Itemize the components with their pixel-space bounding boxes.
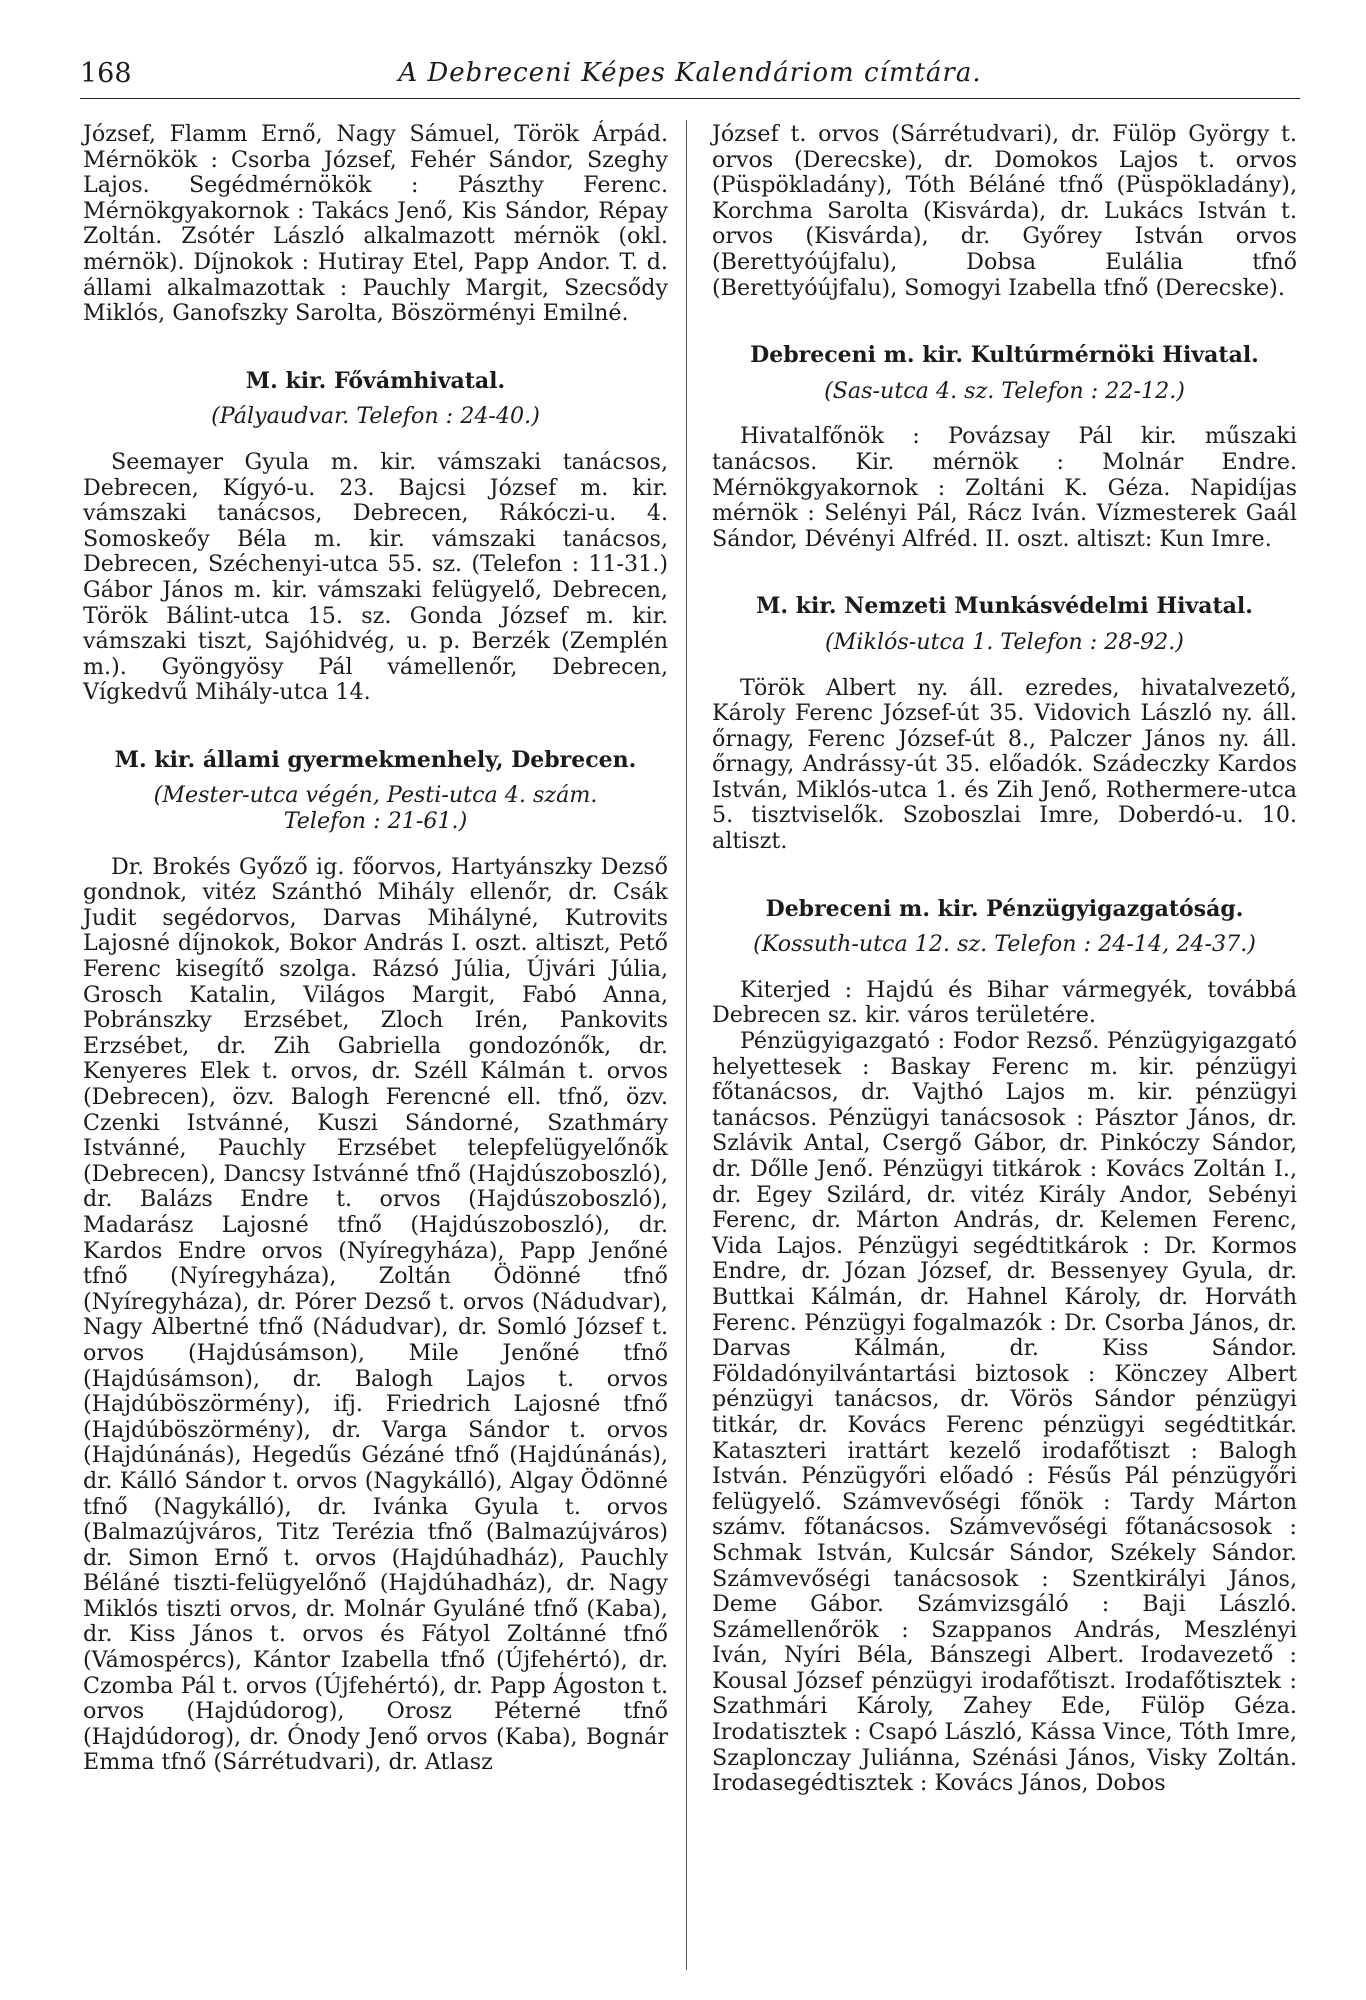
section-text-penzugy-scope: Kiterjed : Hajdú és Bihar vármegyék, továbbá Debrecen sz. kir. város területére. [712,976,1297,1029]
section-text-penzugy-staff: Pénzügyigazgató : Fodor Rezső. Pénzügyigazgató helyettesek : Baskay Ferenc m. kir. pénzügyi főtanácsos, dr. Vajthó Lajos m. kir. pénzügyi tanácsos. Pénzügyi tanácsosok : Pásztor János, dr. Szlávik Antal, Csergő Gábor, dr. Pinkóczy Sándor, dr. Dőlle Jenő. Pénzügyi titkárok : Kovács Zoltán I., dr. Egey Szilárd, dr. vitéz Király Andor, Sebényi Ferenc, dr. Márton András, dr. Kelemen Ferenc, Vida Lajos. Pénzügyi segédtitkárok : Dr. Kormos Endre, dr. Józan József, dr. Bessenyey Gyula, dr. Buttkai Kálmán, dr. Hahnel Károly, dr. Horváth Ferenc. Pénzügyi fogalmazók : Dr. Csorba János, dr. Darvas Kálmán, dr. Kiss Sándor. Földadónyilvántartási biztosok : Könczey Albert pénzügyi tanácsos, dr. Vörös Sándor pénzügyi titkár, dr. Kovács Ferenc pénzügyi segédtitkár. Kataszteri irattárt kezelő irodafőtiszt : Balogh István. Pénzügyőri előadó : Fésűs Pál pénzügyőri felügyelő. Számvevőségi főnök : Tardy Márton számv. főtanácsos. Számvevőségi főtanácsosok : Schmak István, Kulcsár Sándor, Székely Sándor. Számvevőségi tanácsosok : Szentkirályi János, Deme Gábor. Számvizsgáló : Baji László. Számellenőrök : Szappanos András, Meszlényi Iván, Nyíri Béla, Bánszegi Albert. Irodavezető : Kousal József pénzügyi irodafőtiszt. Irodafőtisztek : Szathmári Károly, Zahey Ede, Fülöp Géza. Irodatisztek : Csapó László, Kássa Vince, Tóth Imre, Szaplonczay Juliánna, Szénási János, Visky Zoltán. Irodasegédtisztek : Kovács János, Dobos [712,1028,1297,1797]
right-column [712,122,1297,1797]
continued-paragraph-right: József t. orvos (Sárrétudvari), dr. Fülöp György t. orvos (Derecske), dr. Domokos Lajos t. orvos (Püspökladány), Tóth Béláné tfnő (Püspökladány), Korchma Sarolta (Kisvárda), dr. Lukács István t. orvos (Kisvárda), dr. Győrey István orvos (Berettyóújfalu), Dobsa Eulália tfnő (Berettyóújfalu), Somogyi Izabella tfnő (Derecske). [712,121,1297,301]
continued-paragraph: József, Flamm Ernő, Nagy Sámuel, Török Árpád. Mérnökök : Csorba József, Fehér Sándor, Szeghy Lajos. Segédmérnökök : Pászthy Ferenc. Mérnökgyakornok : Takács Jenő, Kis Sándor, Répay Zoltán. Zsótér László alkalmazott mérnök (okl. mérnök). Díjnokok : Hutiray Etel, Papp Andor. T. d. állami alkalmazottak : Pauchly Margit, Szecsődy Miklós, Ganofszky Sarolta, Böszörményi Emilné. [83,121,668,327]
section-text-kulturmernoki: Hivatalfőnök : Povázsay Pál kir. műszaki tanácsos. Kir. mérnök : Molnár Endre. Mérnökgyakornok : Zoltáni K. Géza. Napidíjas mérnök : Selényi Pál, Rácz Iván. Vízmesterek Gaál Sándor, Dévényi Alfréd. II. oszt. altiszt: Kun Imre. [712,423,1297,552]
section-title-gyermekmenhely: M. kir. állami gyermekmenhely, Debrecen. [114,746,637,773]
section-title-kulturmernoki: Debreceni m. kir. Kultúrmérnöki Hivatal. [750,342,1259,369]
section-address-kulturmernoki: (Sas-utca 4. sz. Telefon : 22-12.) [824,377,1185,404]
section-title-fovamhivatal: M. kir. Fővámhivatal. [245,367,506,394]
column-divider [686,120,687,1970]
section-title-munkasvedelmi: M. kir. Nemzeti Munkásvédelmi Hivatal. [756,593,1253,620]
section-address-fovamhivatal: (Pályaudvar. Telefon : 24-40.) [211,403,540,430]
page-header [80,58,1300,99]
left-column [83,122,668,1776]
section-text-fovamhivatal: Seemayer Gyula m. kir. vámszaki tanácsos, Debrecen, Kígyó-u. 23. Bajcsi József m. kir. vámszaki tanácsos, Debrecen, Rákóczi-u. 4. Somoskeőy Béla m. kir. vámszaki tanácsos, Debrecen, Széchenyi-utca 55. sz. (Telefon : 11-31.) Gábor János m. kir. vámszaki felügyelő, Debrecen, Török Bálint-utca 15. sz. Gonda József m. kir. vámszaki tiszt, Sajóhidvég, u. p. Berzék (Zemplén m.). Gyöngyösy Pál vámellenőr, Debrecen, Vígkedvű Mihály-utca 14. [83,448,668,706]
section-address-munkasvedelmi: (Miklós-utca 1. Telefon : 28-92.) [825,628,1184,655]
section-phone-gyermekmenhely: Telefon : 21-61.) [283,808,468,835]
section-address-penzugyigazgatosag: (Kossuth-utca 12. sz. Telefon : 24-14, 24-37.) [753,931,1256,958]
running-title: A Debreceni Képes Kalendáriom címtára. [398,58,982,88]
section-title-penzugyigazgatosag: Debreceni m. kir. Pénzügyigazgatóság. [765,895,1244,922]
section-text-munkasvedelmi: Török Albert ny. áll. ezredes, hivatalvezető, Károly Ferenc József-út 35. Vidovich László ny. áll. őrnagy, Ferenc József-út 8., Palczer János ny. áll. őrnagy, Andrássy-út 35. előadók. Szádeczky Kardos István, Miklós-utca 1. és Zih Jenő, Rothermere-utca 5. tisztviselők. Szoboszlai Imre, Doberdó-u. 10. altiszt. [712,674,1297,855]
page-number: 168 [80,58,132,89]
section-address-gyermekmenhely: (Mester-utca végén, Pesti-utca 4. szám. [153,782,598,809]
section-text-gyermekmenhely: Dr. Brokés Győző ig. főorvos, Hartyánszky Dezső gondnok, vitéz Szánthó Mihály ellenőr, dr. Csák Judit segédorvos, Darvas Mihályné, Kutrovits Lajosné díjnokok, Bokor András I. oszt. altiszt, Pető Ferenc kisegítő szolga. Rázsó Júlia, Újvári Júlia, Grosch Katalin, Világos Margit, Fabó Anna, Pobránszky Erzsébet, Zloch Irén, Pankovits Erzsébet, dr. Zih Gabriella gondozónők, dr. Kenyeres Elek t. orvos, dr. Széll Kálmán t. orvos (Debrecen), özv. Balogh Ferencné ell. tfnő, özv. Czenki Istvánné, Kuszi Sándorné, Szathmáry Istvánné, Pauchly Erzsébet telepfelügyelőnők (Debrecen), Dancsy Istvánné tfnő (Hajdúszoboszló), dr. Balázs Endre t. orvos (Hajdúszoboszló), Madarász Lajosné tfnő (Hajdúszoboszló), dr. Kardos Endre orvos (Nyíregyháza), Papp Jenőné tfnő (Nyíregyháza), Zoltán Ödönné tfnő (Nyíregyháza), dr. Pórer Dezső t. orvos (Nádudvar), Nagy Albertné tfnő (Nádudvar), dr. Somló József t. orvos (Hajdúsámson), Mile Jenőné tfnő (Hajdúsámson), dr. Balogh Lajos t. orvos (Hajdúböszörmény), ifj. Friedrich Lajosné tfnő (Hajdúböszörmény), dr. Varga Sándor t. orvos (Hajdúnánás), Hegedűs Gézáné tfnő (Hajdúnánás), dr. Kálló Sándor t. orvos (Nagykálló), Algay Ödönné tfnő (Nagykálló), dr. Ivánka Gyula t. orvos (Balmazújváros, Titz Terézia tfnő (Balmazújváros) dr. Simon Ernő t. orvos (Hajdúhadház), Pauchly Béláné tiszti-felügyelőnő (Hajdúhadház), dr. Nagy Miklós tiszti orvos, dr. Molnár Gyuláné tfnő (Kaba), dr. Kiss János t. orvos és Fátyol Zoltánné tfnő (Vámospércs), Kántor Izabella tfnő (Újfehértó), dr. Czomba Pál t. orvos (Újfehértó), dr. Papp Ágoston t. orvos (Hajdúdorog), Orosz Péterné tfnő (Hajdúdorog), dr. Ónody Jenő orvos (Kaba), Bognár Emma tfnő (Sárrétudvari), dr. Atlasz [83,853,668,1776]
